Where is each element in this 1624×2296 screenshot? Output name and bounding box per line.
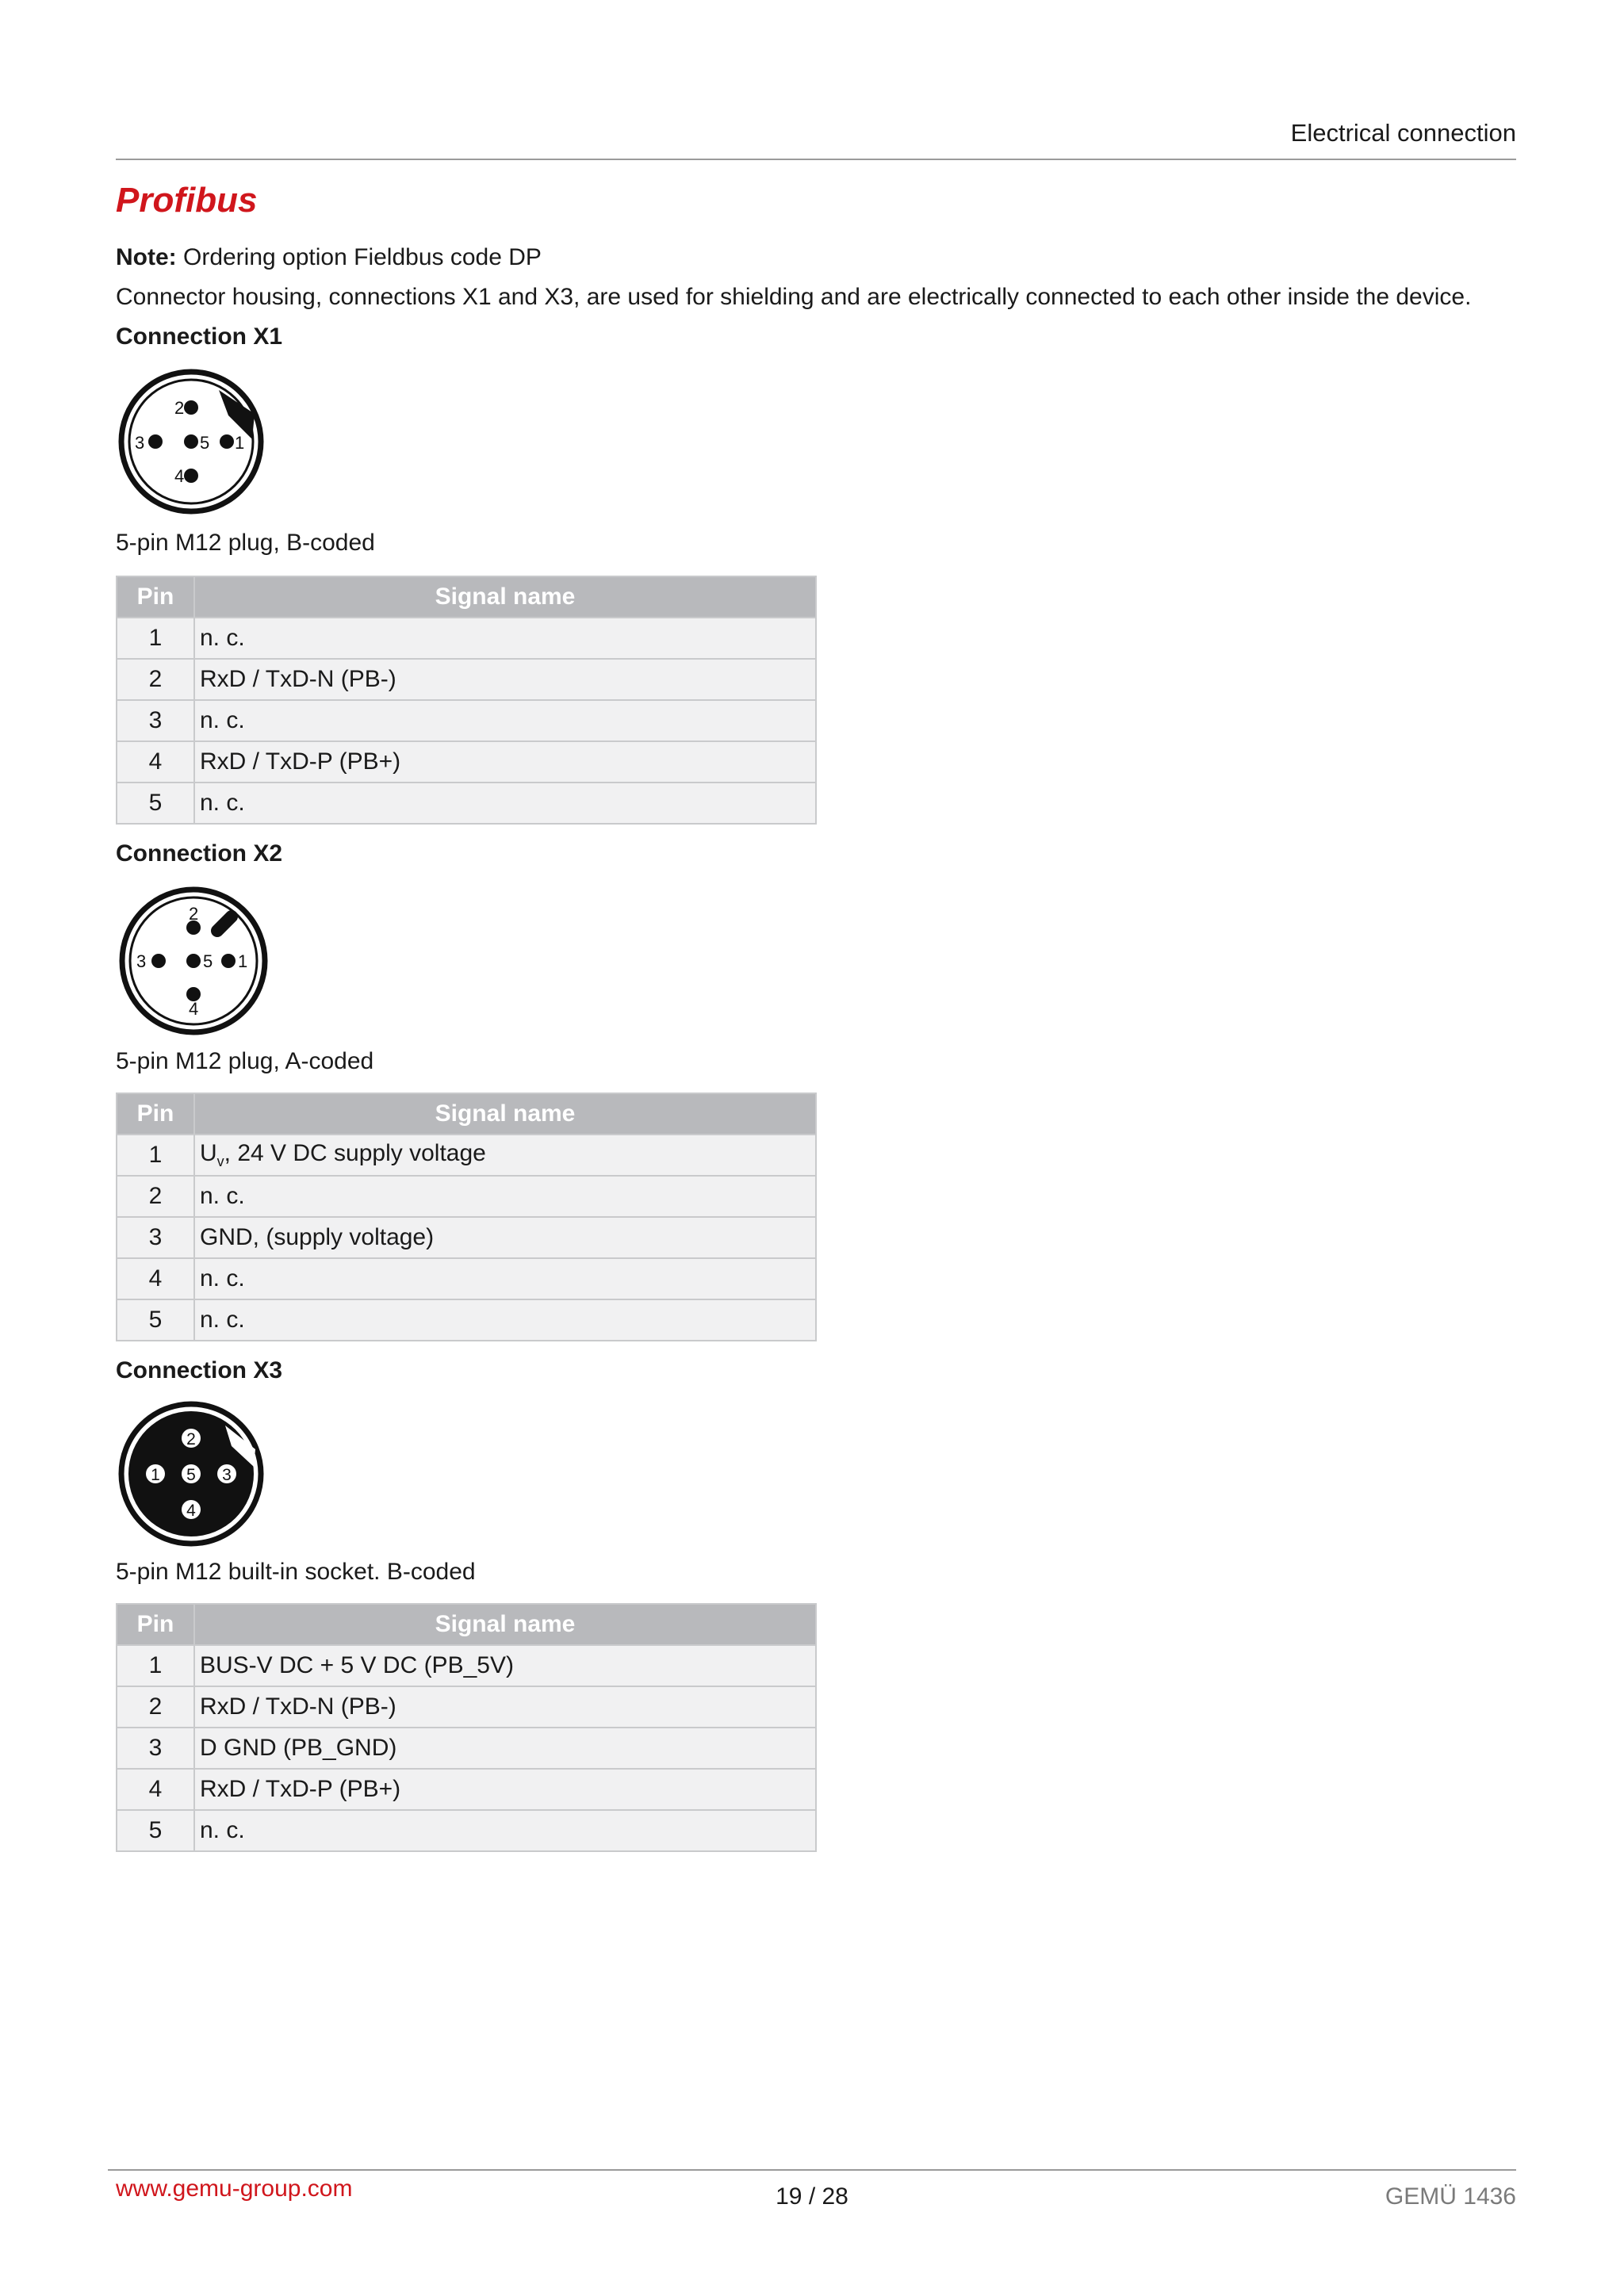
x2-pin-label-3: 3 [136,951,147,971]
signal-cell: RxD / TxD-N (PB-) [194,659,816,700]
shielding-paragraph: Connector housing, connections X1 and X3, are used for shielding and are electrically connected to each other inside the device. [116,284,1472,310]
table-row [117,659,816,700]
connection-x3-table [116,1603,817,1852]
x3-pin-label-2: 2 [186,1430,196,1448]
signal-cell: n. c. [194,1176,816,1217]
signal-cell: BUS-V DC + 5 V DC (PB_5V) [194,1645,816,1686]
connection-x2-table [116,1093,817,1341]
header-divider [116,159,1516,160]
connection-x2-caption: 5-pin M12 plug, A-coded [116,1048,374,1074]
table-row [117,700,816,741]
table-row [117,1769,816,1810]
x3-pin-label-4: 4 [186,1502,196,1520]
table-row [117,741,816,783]
pin-cell: 5 [117,1299,194,1341]
footer-product-name: GEMÜ 1436 [1385,2183,1516,2210]
signal-description: , 24 V DC supply voltage [224,1140,486,1166]
pin-cell: 1 [117,618,194,659]
signal-column-header: Signal name [194,1093,816,1135]
signal-cell: GND, (supply voltage) [194,1217,816,1258]
connection-x3-heading: Connection X3 [116,1357,283,1383]
pin-cell: 5 [117,1810,194,1851]
pin-column-header: Pin [117,1093,194,1135]
x2-pin-label-2: 2 [189,904,199,924]
table-row [117,1176,816,1217]
connection-x1-table [116,576,817,825]
pin-column-header: Pin [117,1604,194,1645]
x2-pin-label-5: 5 [203,951,213,971]
x1-pin-label-4: 4 [174,466,185,486]
x1-pin-label-3: 3 [135,433,145,453]
pin-cell: 4 [117,1258,194,1299]
x2-pin-label-4: 4 [189,999,199,1019]
table-row [117,1299,816,1341]
note [116,244,542,271]
pin-cell: 1 [117,1645,194,1686]
x3-pin-label-5: 5 [186,1466,196,1484]
pin-cell: 1 [117,1135,194,1176]
x3-pin-label-1: 1 [151,1466,160,1484]
table-row [117,1686,816,1728]
signal-cell: n. c. [194,783,816,824]
pin-cell: 2 [117,659,194,700]
pin-column-header: Pin [117,576,194,618]
signal-cell [194,1135,816,1176]
pin-cell: 4 [117,1769,194,1810]
signal-subscript: v [216,1154,224,1169]
pin-cell: 3 [117,1217,194,1258]
connection-x3-caption: 5-pin M12 built-in socket. B-coded [116,1559,476,1585]
signal-cell: RxD / TxD-N (PB-) [194,1686,816,1728]
pin-cell: 2 [117,1686,194,1728]
pin-cell: 2 [117,1176,194,1217]
signal-cell: n. c. [194,700,816,741]
connection-x2-heading: Connection X2 [116,840,283,867]
signal-cell: n. c. [194,1299,816,1341]
footer-divider [108,2169,1516,2171]
signal-cell: RxD / TxD-P (PB+) [194,1769,816,1810]
page-number: 19 / 28 [776,2183,848,2210]
note-label: Note: [116,244,177,270]
table-row [117,1217,816,1258]
connection-x1-caption: 5-pin M12 plug, B-coded [116,530,375,556]
table-row [117,783,816,824]
table-row [117,618,816,659]
table-row [117,1645,816,1686]
x3-pin-label-3: 3 [222,1466,232,1484]
note-text: Ordering option Fieldbus code DP [176,244,542,270]
pin-cell: 3 [117,1728,194,1769]
x2-pin-label-1: 1 [238,951,248,971]
signal-symbol: U [200,1140,217,1166]
table-row [117,1258,816,1299]
table-row [117,1728,816,1769]
x1-pin-label-5: 5 [200,433,210,453]
table-header-row [117,1604,816,1645]
table-header-row [117,576,816,618]
signal-cell: D GND (PB_GND) [194,1728,816,1769]
x1-pin-label-1: 1 [235,433,245,453]
signal-cell: RxD / TxD-P (PB+) [194,741,816,783]
connector-x1-diagram [116,366,266,517]
signal-cell: n. c. [194,1810,816,1851]
connector-x2-diagram [116,883,271,1039]
pin-cell: 4 [117,741,194,783]
connector-x3-diagram [116,1399,266,1549]
signal-cell: n. c. [194,1258,816,1299]
pin-cell: 3 [117,700,194,741]
signal-cell: n. c. [194,618,816,659]
table-row [117,1135,816,1176]
signal-column-header: Signal name [194,576,816,618]
footer-website-link[interactable]: www.gemu-group.com [116,2175,353,2202]
signal-column-header: Signal name [194,1604,816,1645]
connection-x1-heading: Connection X1 [116,323,283,350]
table-header-row [117,1093,816,1135]
section-title: Profibus [116,181,258,220]
running-header: Electrical connection [1290,119,1516,147]
x1-pin-label-2: 2 [174,398,185,418]
table-row [117,1810,816,1851]
pin-cell: 5 [117,783,194,824]
